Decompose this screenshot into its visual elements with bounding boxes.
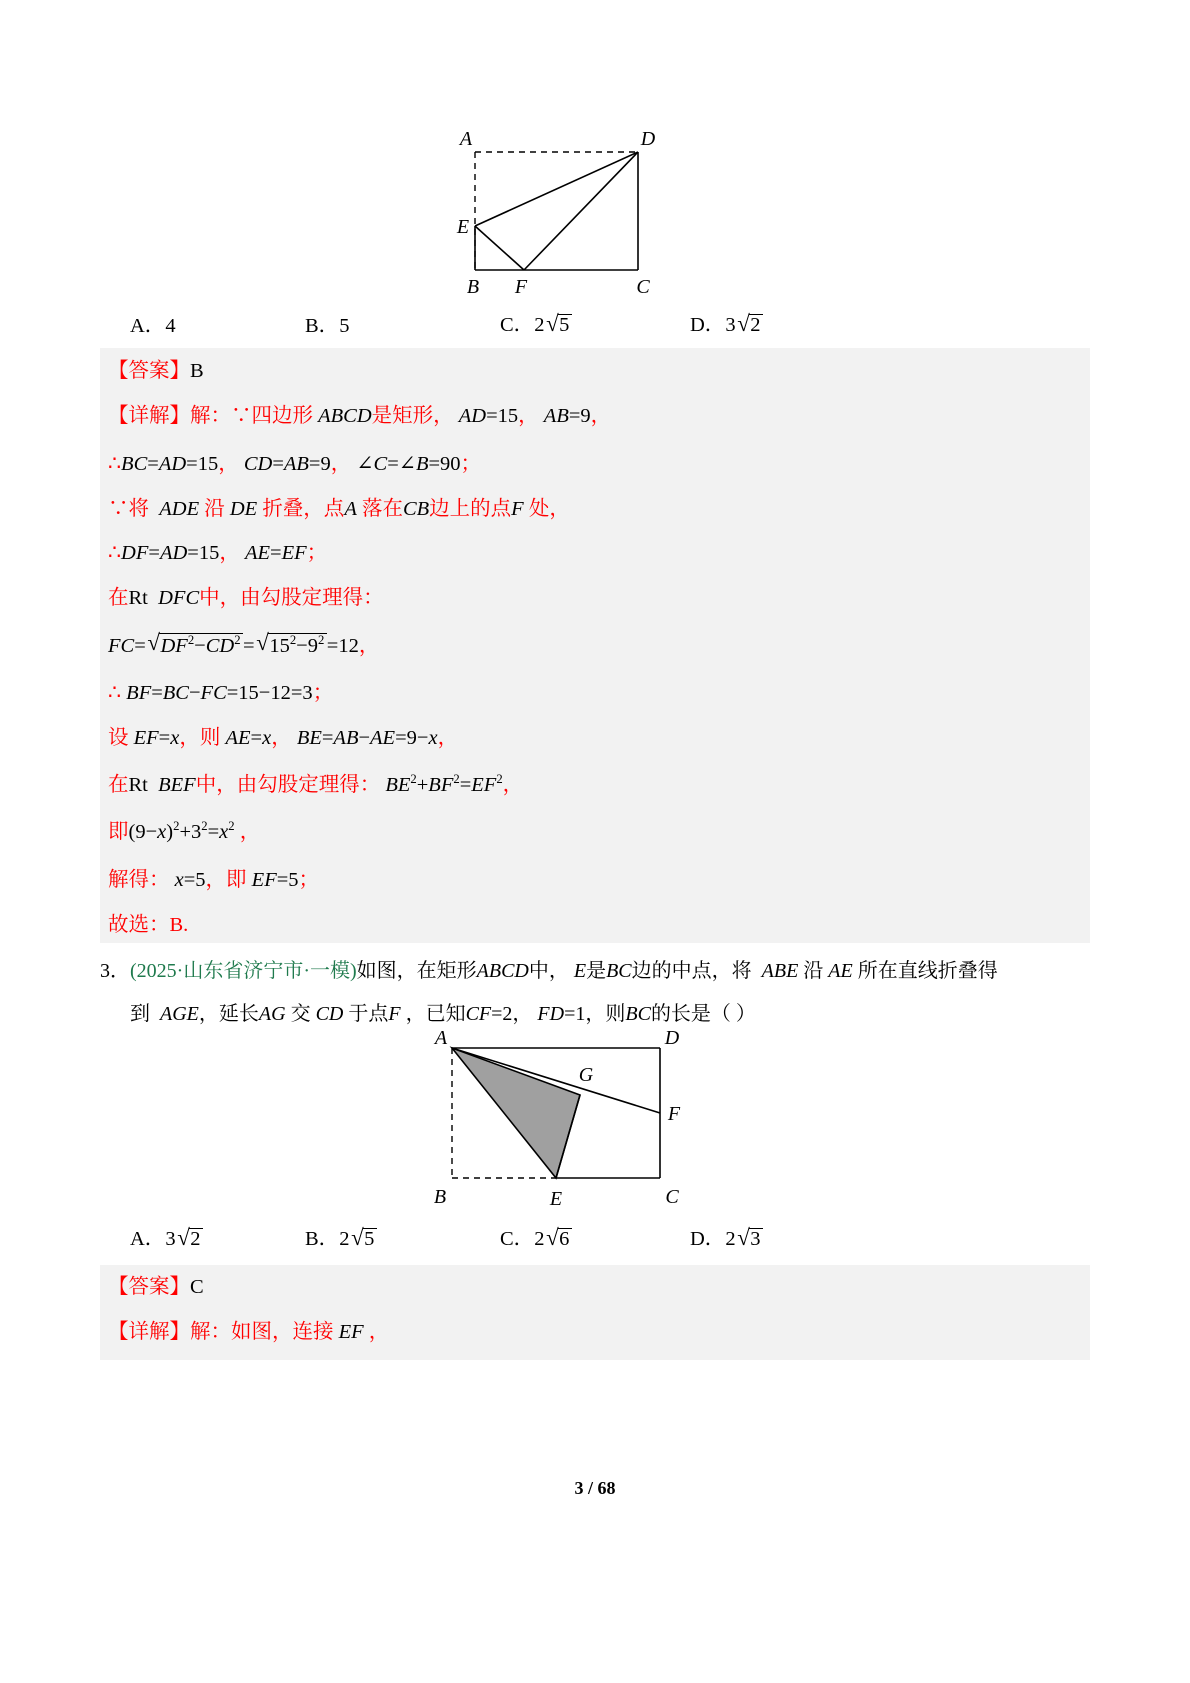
a2-l2l: ∠C [356,453,388,475]
a2-l11d: ，即 [205,869,247,891]
question3-line-2 [130,1004,756,1024]
answer3-detail-tag: 【详解】 [108,1321,190,1343]
q3-l2l: ， [512,1003,533,1025]
a2-l8o: =9− [395,727,429,749]
a2-l6f: CD [205,634,235,657]
a2-l8e: ，则 [179,727,221,749]
q2-choice-b-label: B． [305,315,340,337]
a2-l2j: =9 [308,453,331,475]
a2-l8a: 设 [108,727,129,749]
a2-l10k: ， [239,820,261,843]
answer3-answer-tag: 【答案】 [108,1276,190,1298]
a2-l6b: = [134,634,146,657]
a2-l2k: ， [330,453,352,475]
q3-choice-a-coef: 3 [165,1228,176,1250]
answer2-detail-line-9 [108,773,523,795]
q3-l2p: BC [625,1003,651,1025]
a2-l7g: =15−12=3 [226,682,313,704]
a2-l9i: 2 [453,772,460,786]
a2-l1e: AD [458,405,487,427]
q3-l2i: ，已知 [405,1003,466,1025]
sqrt-icon [256,633,327,656]
a2-l2c: = [147,453,159,475]
a2-l8n: AE [370,727,396,749]
figure1-label-C: C [636,276,650,298]
figure2-label-E: E [549,1188,563,1210]
a2-l9j: = [459,773,472,796]
answer2-detail-line-8 [108,728,458,749]
a2-l11g: ； [298,869,320,891]
a2-l8b: EF [133,727,159,749]
a2-l3b: ADE [159,498,200,520]
a2-l11b: x [174,869,184,891]
answer2-detail-tag: 【详解】 [108,405,190,427]
q3-l2m: FD [537,1003,565,1025]
a2-l1a: 解： [190,405,231,427]
sqrt-icon [177,1228,203,1250]
figure2-label-D: D [664,1030,680,1049]
a2-l4g: AE [244,542,270,564]
page-number-label: 3 / 68 [574,1478,616,1498]
q3-l2h: F [388,1003,401,1025]
a2-l7d: BC [162,682,189,704]
question3-line-1 [100,961,998,981]
a2-l5d: 中，由勾股定理得： [199,587,384,609]
a2-l12a: 故选： [108,914,170,936]
figure1-label-B: B [466,276,480,298]
a2-l6m: =12 [326,634,359,657]
a3-l1b: EF [338,1321,364,1343]
a2-l8j: BE [296,727,322,749]
a2-l10d: ) [166,820,174,843]
q3-choice-d-coef: 2 [725,1228,736,1250]
q3-choice-d-root: 3 [749,1228,763,1250]
q3-choice-c[interactable] [500,1228,572,1250]
q3-choice-d[interactable] [690,1228,763,1250]
answer2-detail-line-11 [108,870,319,891]
answer2-answer-line [108,361,204,382]
q3-choice-d-label: D． [690,1228,726,1250]
a2-l11a: 解得： [108,869,170,891]
a2-l1h: AB [543,405,569,427]
a2-l6k: −9 [296,634,318,657]
q3-t3: 中， [528,960,569,982]
q2-choice-c[interactable] [500,314,572,336]
a2-l6j: 2 [289,633,297,647]
answer2-detail-line-2 [108,454,481,475]
a2-l2e: =15 [186,453,219,475]
a2-l8c: = [158,727,171,749]
sqrt-icon [737,1228,763,1250]
a2-l2o: =90 [428,453,461,475]
q3-choice-c-coef: 2 [534,1228,545,1250]
a2-l4f: ， [219,542,240,564]
segment-FD [524,152,638,270]
a2-l9c: BEF [158,773,196,796]
q3-l2a: 到 [130,1003,150,1025]
q3-t4: E [573,960,587,982]
figure-1-svg [0,110,1190,310]
answer2-answer-tag: 【答案】 [108,360,190,382]
a2-l9k: EF [471,773,497,796]
answer2-detail-line-12 [108,915,188,936]
figure2-label-F: F [667,1103,681,1125]
q3-choice-b-label: B． [305,1228,340,1250]
answer2-detail-line-5 [108,588,384,609]
a2-l10g: 2 [201,819,208,833]
a2-l2p: ； [460,453,482,475]
a2-l3f: A [344,498,357,520]
a2-l11f: =5 [276,869,299,891]
a2-l10f: +3 [179,820,202,843]
q2-choice-c-label: C． [500,314,535,336]
a2-l5a: 在 [108,587,129,609]
q3-t6: BC [606,960,632,982]
q2-choice-d-label: D． [690,314,726,336]
figure2-label-A: A [434,1030,448,1049]
q3-l2f: CD [315,1003,344,1025]
a2-l9f: 2 [410,772,417,786]
a2-l3e: 折叠，点 [262,498,345,520]
a2-l4j: ； [306,542,328,564]
a2-l9g: + [416,773,429,796]
a2-l4h: = [270,542,282,564]
q2-choice-d-root: 2 [749,314,763,336]
a2-l7a: ∴ [108,682,122,704]
figure1-label-D: D [640,128,656,150]
q2-choice-b-value: 5 [339,315,350,337]
q3-l2d: AG [258,1003,286,1025]
a2-l10e: 2 [173,819,180,833]
figure-2-svg [0,1030,1190,1220]
a2-l6h: = [243,634,255,657]
q3-l2o: ，则 [585,1003,626,1025]
segment-ED [475,152,638,226]
a2-l9b: Rt [128,773,148,796]
a2-l8q: ， [437,727,459,749]
a2-l3a: ∵将 [108,498,149,520]
a2-l4e: =15 [187,542,220,564]
q3-l2e: 交 [290,1003,311,1025]
q3-t9: 沿 [803,960,824,982]
a2-l8f: AE [225,727,251,749]
answer2-answer-value: B [190,360,204,382]
figure2-label-G: G [578,1064,594,1086]
q3-choice-a-root: 2 [189,1228,203,1250]
q3-number: 3． [100,960,130,982]
a2-l7b: BF [126,682,152,704]
q3-choice-b[interactable] [305,1228,377,1250]
a2-l2i: AB [283,453,309,475]
a2-l3i: 边上的点 [429,498,512,520]
a2-l10b: (9− [128,820,158,843]
a2-l4c: = [148,542,160,564]
sqrt-icon [737,314,763,336]
a2-l10j: 2 [228,819,235,833]
answer2-detail-line-10 [108,820,260,842]
q3-choice-b-root: 5 [363,1228,377,1250]
a2-l2a: ∴ [108,453,122,475]
a2-l8k: = [321,727,334,749]
q3-choice-c-root: 6 [558,1228,572,1250]
a2-l3d: DE [229,498,258,520]
a3-l1a: 解：如图，连接 [190,1321,334,1343]
q3-l2c: ，延长 [198,1003,259,1025]
q3-l2q: 的长是（ ） [650,1003,756,1025]
sqrt-icon [147,633,243,656]
q2-choice-b[interactable] [305,316,349,337]
a2-l7f: FC [200,682,227,704]
a2-l9a: 在 [108,773,129,796]
figure-2-container [0,1030,1190,1225]
q3-choice-c-label: C． [500,1228,535,1250]
q3-l2b: AGE [160,1003,199,1025]
sqrt-icon [546,1228,572,1250]
a2-l10c: x [157,820,167,843]
q2-choice-c-root: 5 [558,314,572,336]
q2-choice-a-value: 4 [165,315,176,337]
q3-t7: 边的中点，将 [631,960,752,982]
q3-l2k: =2 [491,1003,513,1025]
sqrt-icon [546,314,572,336]
q3-source: (2025·山东省济宁市·一模) [130,960,357,982]
a2-l3h: CB [402,498,430,520]
q2-choice-d[interactable] [690,314,763,336]
answer2-detail-line-1 [108,406,611,427]
figure1-label-E: E [456,216,470,238]
a2-l6l: 2 [317,633,325,647]
a2-l6a: FC [108,634,135,657]
a2-l6c: DF [160,634,188,657]
a2-l8h: x [262,727,272,749]
figure1-label-A: A [459,128,473,150]
answer3-detail-line-1 [108,1322,389,1343]
answer2-detail-line-6 [108,633,379,656]
figure-1-container [0,110,1190,315]
a2-l6n: ， [358,634,380,657]
a2-l9h: BF [428,773,454,796]
answer2-detail-line-4 [108,543,327,564]
a2-l6e: − [194,634,206,657]
a2-l3c: 沿 [204,498,225,520]
a2-l1c: ABCD [318,405,372,427]
q3-t5: 是 [586,960,607,982]
a2-l6i: 15 [269,634,290,657]
answer3-answer-value: C [190,1276,204,1298]
q3-t11: 所在直线折叠得 [857,960,998,982]
a2-l5b: Rt [128,587,148,609]
a2-l8i: ， [271,727,292,749]
a2-l8m: − [358,727,371,749]
a2-l3j: F [511,498,524,520]
a2-l2m: = [387,453,399,475]
a2-l2h: = [272,453,284,475]
answer-block-3-background [100,1265,1090,1360]
a2-l6g: 2 [234,633,241,647]
answer2-detail-line-7 [108,683,333,704]
a3-l1c: ， [368,1321,390,1343]
q3-t10: AE [828,960,853,982]
q3-t1: 如图，在矩形 [356,960,477,982]
a2-l1b: ∵四边形 [231,405,313,427]
a2-l9d: 中，由勾股定理得： [195,773,381,796]
q3-t2: ABCD [476,960,529,982]
q3-choice-a[interactable] [130,1228,203,1250]
q3-l2n: =1 [564,1003,586,1025]
a2-l1g: ， [518,405,539,427]
a2-l3g: 落在 [361,498,403,520]
answer2-detail-line-3 [108,499,570,520]
a2-l1j: ， [590,405,612,427]
a2-l2g: CD [243,453,273,475]
q2-choice-c-coef: 2 [534,314,545,336]
q3-choice-b-coef: 2 [339,1228,350,1250]
a2-l11c: =5 [183,869,206,891]
q3-l2g: 于点 [348,1003,389,1025]
figure2-label-B: B [433,1186,447,1208]
a2-l6d: 2 [187,633,195,647]
a2-l9e: BE [385,773,411,796]
a2-l7e: − [188,682,201,704]
a2-l7h: ； [312,682,334,704]
a2-l4i: EF [281,542,307,564]
a2-l9l: 2 [496,772,503,786]
a2-l2d: AD [158,453,187,475]
a2-l8d: x [170,727,180,749]
answer3-answer-line [108,1277,204,1298]
a2-l4b: DF [121,542,149,564]
q2-choice-a-label: A． [130,315,166,337]
a2-l1i: =9 [568,405,591,427]
page-footer [0,1478,1190,1499]
q3-choice-a-label: A． [130,1228,166,1250]
a2-l9m: ， [502,773,524,796]
a2-l11e: EF [251,869,277,891]
a2-l8l: AB [333,727,359,749]
figure1-label-F: F [514,276,528,298]
segment-EF [475,226,524,270]
a2-l8p: x [428,727,438,749]
a2-l1d: 是矩形， [371,405,454,427]
q3-t8: ABE [761,960,799,982]
a2-l4d: AD [159,542,188,564]
q2-choice-d-coef: 3 [725,314,736,336]
sqrt-icon [351,1228,377,1250]
a2-l2f: ， [218,453,239,475]
a2-l8g: = [250,727,263,749]
a2-l1f: =15 [486,405,519,427]
figure2-label-C: C [665,1186,679,1208]
q3-l2j: CF [465,1003,492,1025]
a2-l12b: B. [169,914,189,936]
q2-choice-a[interactable] [130,316,176,337]
a2-l2n: ∠B [398,453,429,475]
a2-l3k: 处， [528,498,570,520]
a2-l2b: BC [121,453,148,475]
a2-l10a: 即 [108,820,129,843]
a2-l10h: = [207,820,220,843]
a2-l5c: DFC [158,587,200,609]
a2-l4a: ∴ [108,542,122,564]
a2-l10i: x [219,820,229,843]
a2-l7c: = [151,682,163,704]
